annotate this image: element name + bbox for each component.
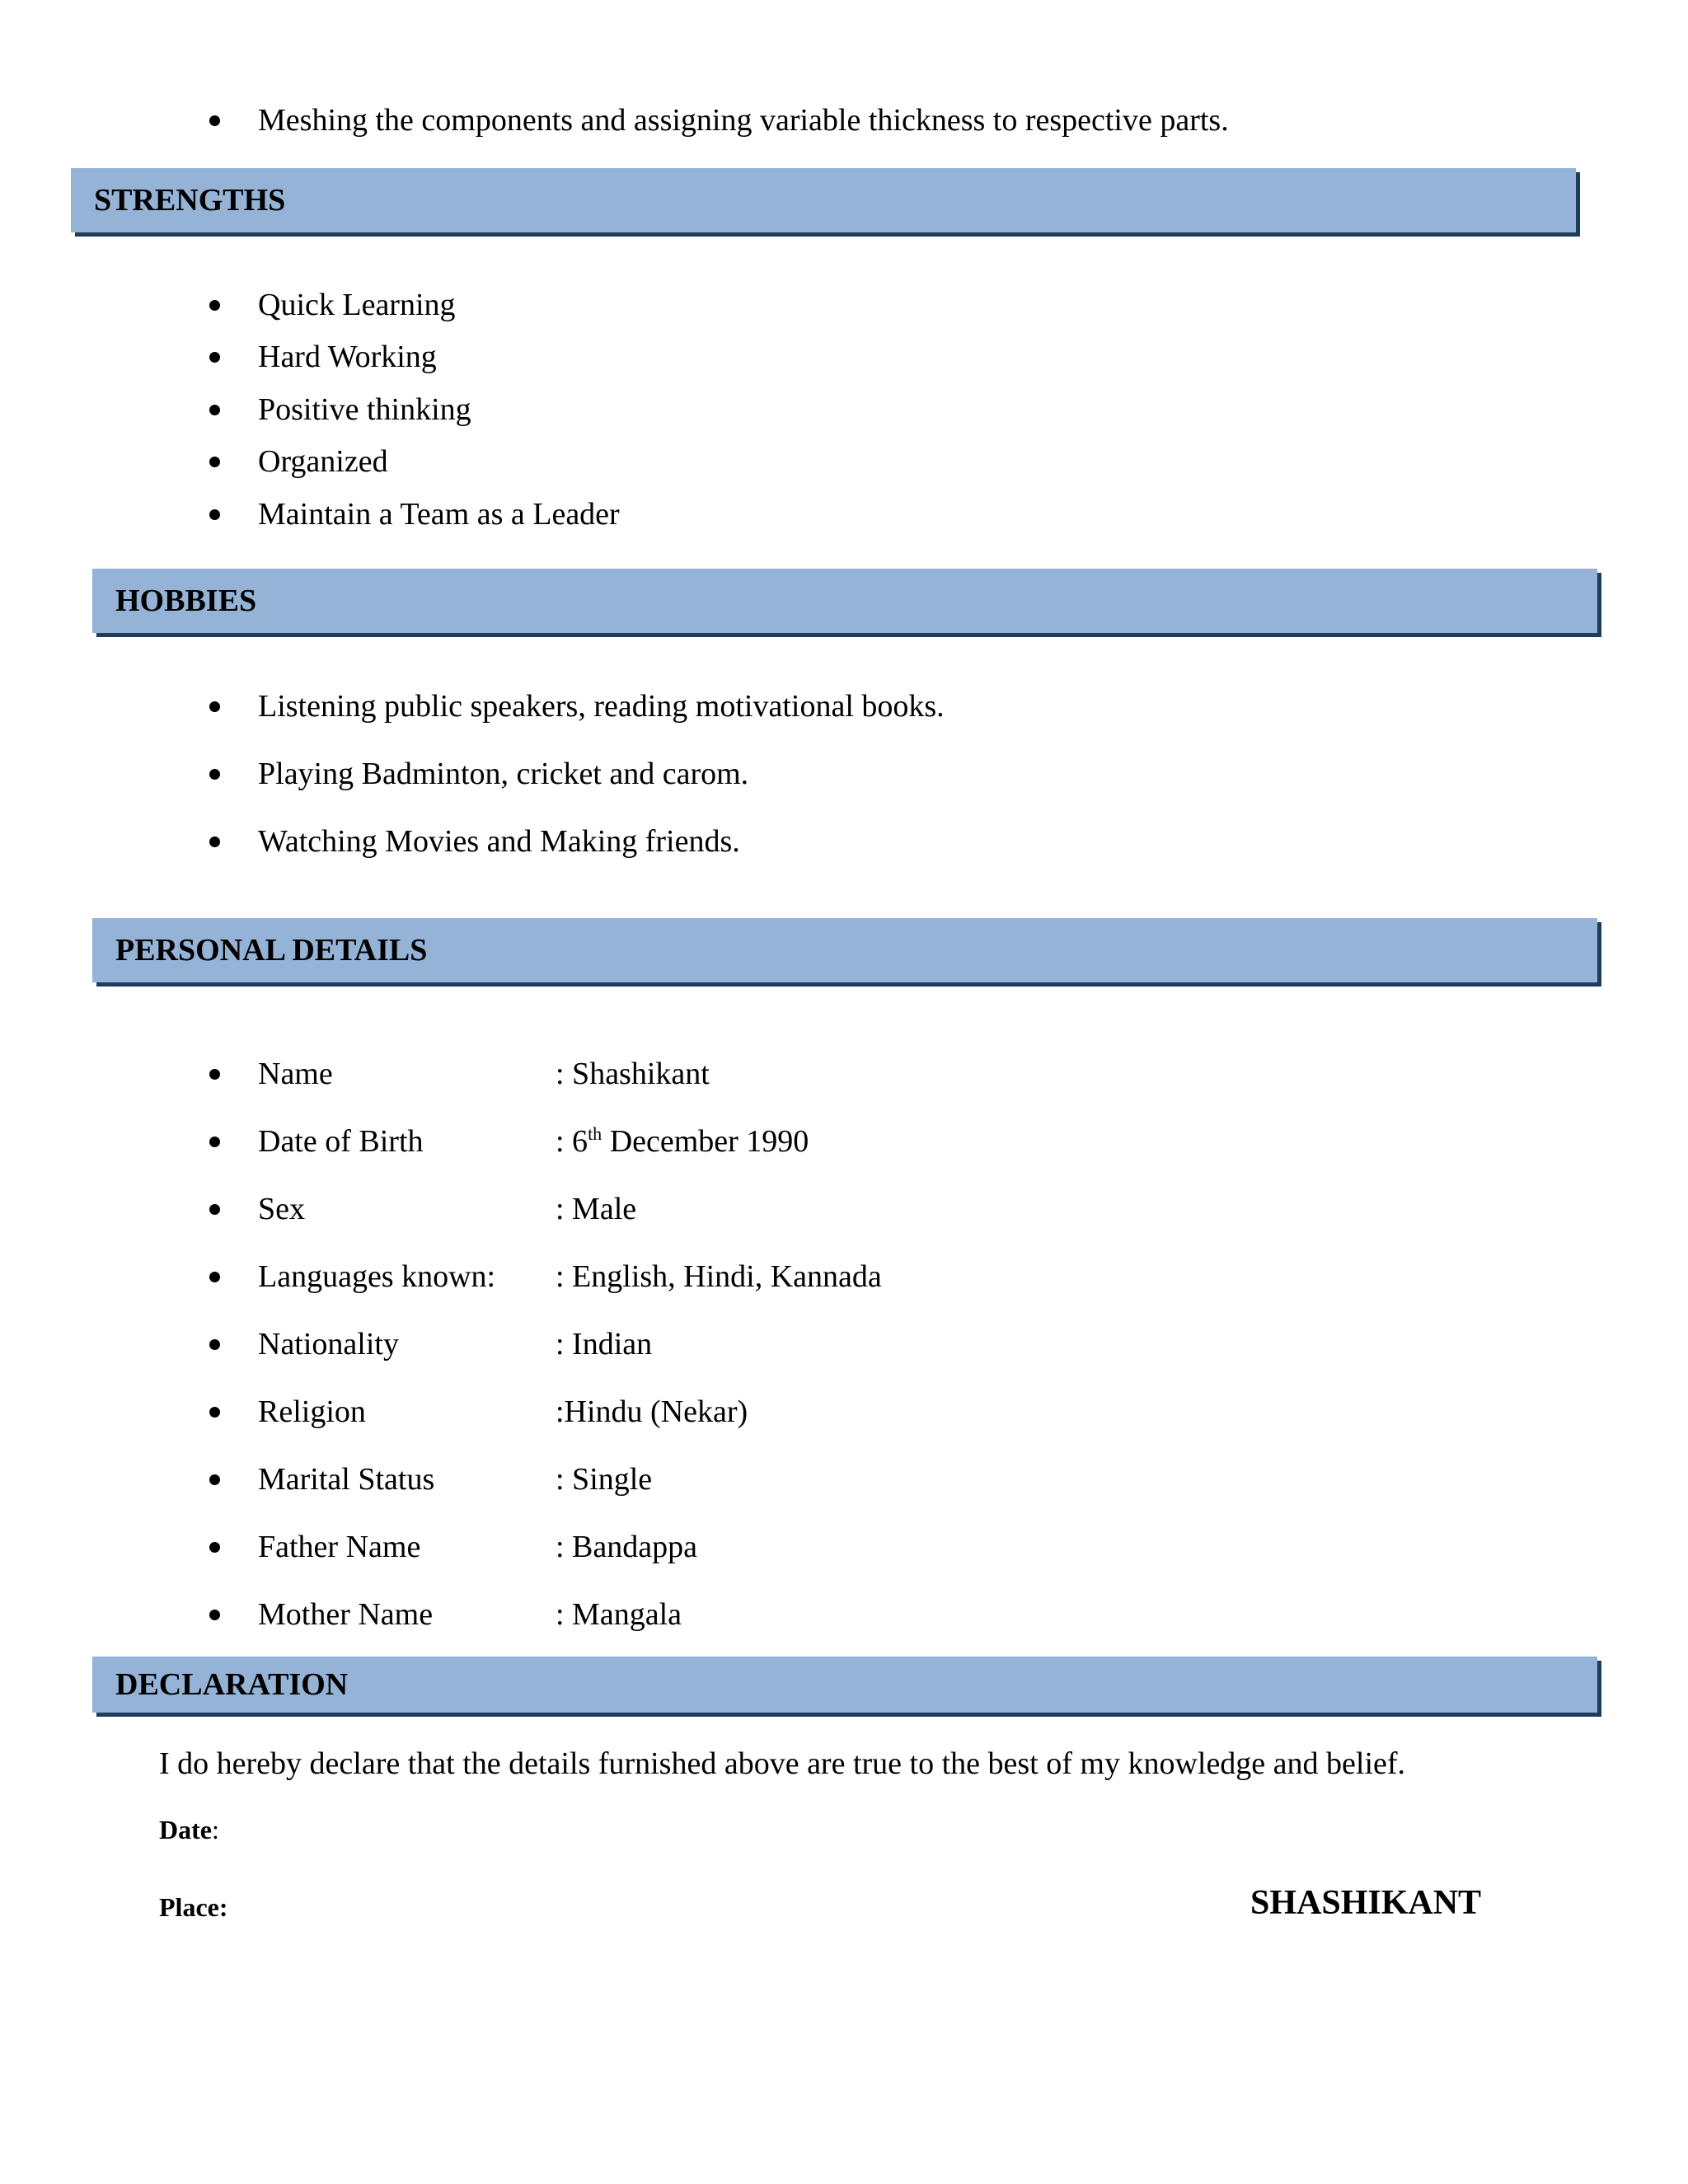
bullet-icon (209, 1204, 220, 1215)
detail-label: Sex (258, 1192, 305, 1226)
bullet-icon (209, 300, 220, 311)
bullet-icon (209, 1407, 220, 1418)
hobby-item: Watching Movies and Making friends. (258, 824, 740, 859)
detail-value (556, 1122, 809, 1160)
bullet-icon (209, 837, 220, 847)
strengths-heading: STRENGTHS (94, 183, 286, 218)
bullet-icon (209, 1137, 220, 1147)
declaration-text: I do hereby declare that the details furnished above are true to the best of my knowledge and belief. (159, 1746, 1406, 1781)
hobby-item: Listening public speakers, reading motivational books. (258, 689, 945, 724)
section-header-declaration (92, 1657, 1597, 1713)
detail-label: Mother Name (258, 1597, 434, 1632)
strength-item: Hard Working (258, 340, 437, 374)
detail-label: Marital Status (258, 1462, 435, 1497)
bullet-icon (209, 1542, 220, 1553)
detail-label: Languages known: (258, 1259, 496, 1294)
detail-label: Name (258, 1057, 333, 1091)
bullet-icon (209, 769, 220, 780)
place-label: Place: (159, 1892, 228, 1922)
intro-item-text: Meshing the components and assigning variable thickness to respective parts. (258, 103, 1229, 138)
date-colon: : (211, 1815, 219, 1844)
bullet-icon (209, 457, 220, 467)
bullet-icon (209, 701, 220, 712)
bullet-icon (209, 1474, 220, 1485)
detail-label: Religion (258, 1394, 366, 1429)
hobby-item: Playing Badminton, cricket and carom. (258, 757, 749, 791)
section-header-strengths (71, 168, 1576, 232)
dob-month-year: December 1990 (602, 1124, 809, 1159)
bullet-icon (209, 1339, 220, 1350)
section-header-personal-details (92, 918, 1597, 982)
detail-label: Nationality (258, 1327, 399, 1361)
strength-item: Positive thinking (258, 392, 471, 427)
detail-value: : Indian (556, 1327, 653, 1361)
bullet-icon (209, 352, 220, 363)
bullet-icon (209, 1272, 220, 1282)
detail-value: : Single (556, 1462, 653, 1497)
detail-value: : Mangala (556, 1597, 682, 1632)
dob-ordinal: th (588, 1123, 603, 1144)
bullet-icon (209, 115, 220, 126)
declaration-heading: DECLARATION (115, 1667, 349, 1702)
hobbies-heading: HOBBIES (115, 583, 257, 618)
date-label: Date (159, 1815, 212, 1844)
strength-item: Organized (258, 444, 388, 479)
strength-item: Quick Learning (258, 288, 456, 322)
detail-label: Father Name (258, 1530, 421, 1564)
strength-item: Maintain a Team as a Leader (258, 497, 620, 532)
bullet-icon (209, 509, 220, 520)
detail-value: : Bandappa (556, 1530, 698, 1564)
detail-value: : Shashikant (556, 1057, 710, 1091)
bullet-icon (209, 1610, 220, 1620)
detail-value: : Male (556, 1192, 637, 1226)
bullet-icon (209, 405, 220, 415)
dob-day: : 6 (556, 1124, 588, 1159)
detail-value: : English, Hindi, Kannada (556, 1259, 882, 1294)
detail-value: :Hindu (Nekar) (556, 1394, 748, 1429)
section-header-hobbies (92, 569, 1597, 633)
bullet-icon (209, 1069, 220, 1080)
date-line (159, 1815, 219, 1845)
personal-details-heading: PERSONAL DETAILS (115, 933, 428, 968)
detail-label: Date of Birth (258, 1124, 424, 1159)
signature-name: SHASHIKANT (1250, 1884, 1482, 1922)
